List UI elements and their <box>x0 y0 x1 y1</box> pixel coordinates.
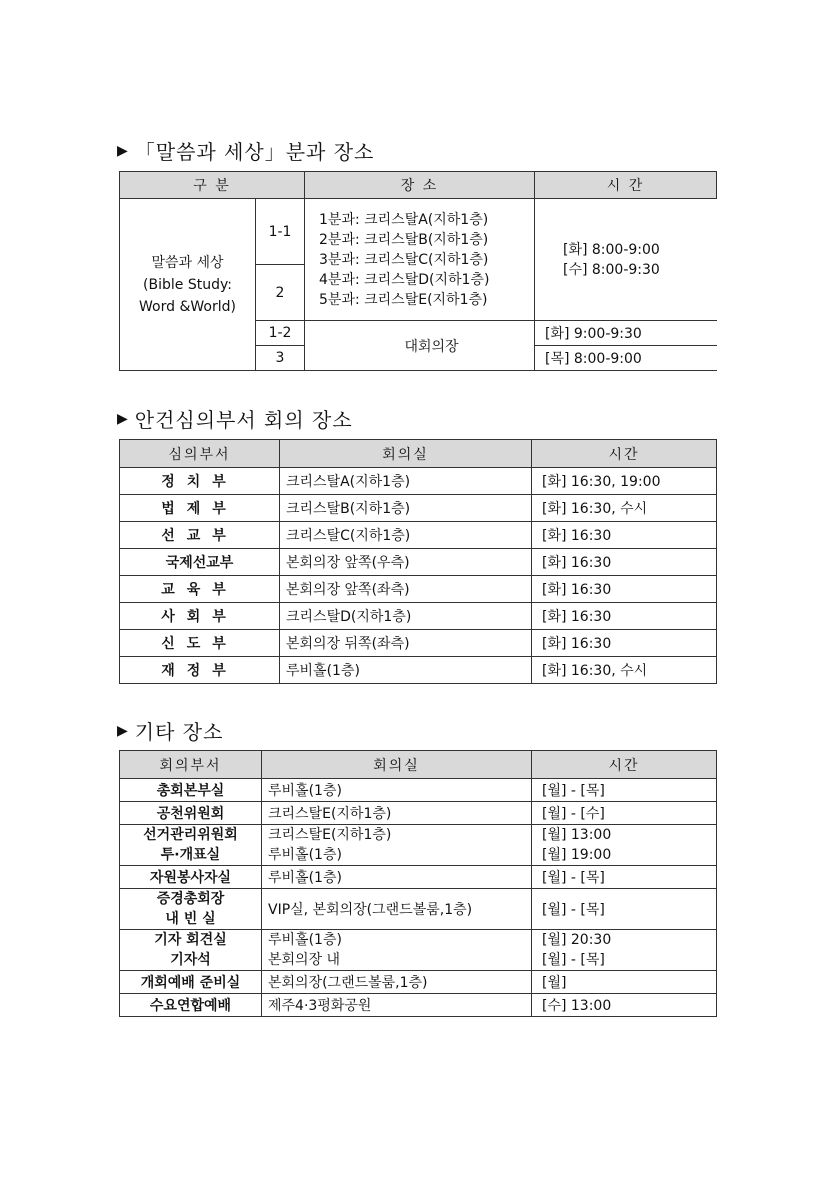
room-cell <box>262 930 532 971</box>
room-cell: 제주4·3평화공원 <box>262 994 532 1017</box>
table-row <box>120 866 717 889</box>
bullet-triangle-icon: ▶ <box>117 722 129 739</box>
time-cell: [화] 16:30, 수시 <box>532 657 717 684</box>
room-cell: 루비홀(1층) <box>262 866 532 889</box>
room-line: 크리스탈E(지하1층) <box>268 827 392 843</box>
breakout-places-cell <box>305 199 535 321</box>
dept-cell: 개회예배 준비실 <box>120 971 262 994</box>
table-row <box>120 522 717 549</box>
room-cell: 크리스탈B(지하1층) <box>280 495 532 522</box>
time-cell: [월] - [목] <box>532 889 717 930</box>
header-time: 시간 <box>532 751 717 779</box>
time-cell: [월] - [목] <box>532 779 717 802</box>
table-row <box>120 930 717 971</box>
time-cell: [화] 16:30 <box>532 549 717 576</box>
dept-cell: 법제부 <box>120 495 280 522</box>
time-cell: [월] - [수] <box>532 802 717 825</box>
group-name-cell <box>120 199 256 371</box>
row-label-3: 3 <box>256 346 305 371</box>
room-line: 루비홀(1층) <box>268 847 342 863</box>
dept-cell: 국제선교부 <box>120 549 280 576</box>
place-line: 5분과: 크리스탈E(지하1층) <box>319 291 488 308</box>
room-cell: 본회의장 앞쪽(우측) <box>280 549 532 576</box>
table-row <box>120 468 717 495</box>
dept-line: 내 빈 실 <box>165 911 216 927</box>
group-name-line: (Bible Study: <box>143 276 232 293</box>
room-cell: 루비홀(1층) <box>280 657 532 684</box>
header-category: 구 분 <box>120 172 305 199</box>
header-place: 장 소 <box>305 172 535 199</box>
table-row <box>120 889 717 930</box>
dept-cell: 신도부 <box>120 630 280 657</box>
table-row <box>120 630 717 657</box>
header-dept: 심의부서 <box>120 440 280 468</box>
room-cell: 크리스탈D(지하1층) <box>280 603 532 630</box>
row-label-1-1: 1-1 <box>256 199 305 265</box>
study-places-table <box>119 171 717 371</box>
committee-places-table <box>119 439 717 684</box>
room-cell: 루비홀(1층) <box>262 779 532 802</box>
dept-cell: 사회부 <box>120 603 280 630</box>
room-cell: 크리스탈A(지하1층) <box>280 468 532 495</box>
header-room: 회의실 <box>280 440 532 468</box>
group-name-line: 말씀과 세상 <box>151 254 224 271</box>
section3-title <box>117 716 223 745</box>
table-row <box>120 971 717 994</box>
room-cell: 본회의장(그랜드볼룸,1층) <box>262 971 532 994</box>
time-3-cell: [목] 8:00-9:00 <box>535 346 717 371</box>
time-cell: [화] 16:30 <box>532 603 717 630</box>
place-line: 2분과: 크리스탈B(지하1층) <box>319 231 489 248</box>
row-label-2: 2 <box>256 265 305 321</box>
dept-cell: 자원봉사자실 <box>120 866 262 889</box>
header-time: 시 간 <box>535 172 717 199</box>
header-dept: 회의부서 <box>120 751 262 779</box>
dept-cell <box>120 825 262 866</box>
room-line: 루비홀(1층) <box>268 932 342 948</box>
time-line: [수] 8:00-9:30 <box>563 261 660 278</box>
table-row <box>120 825 717 866</box>
room-cell: 본회의장 앞쪽(좌측) <box>280 576 532 603</box>
group-name-line: Word &World) <box>139 298 236 315</box>
section3-title-text: 기타 장소 <box>134 720 224 744</box>
place-line: 3분과: 크리스탈C(지하1층) <box>319 251 489 268</box>
table-row <box>120 603 717 630</box>
time-1-2-cell: [화] 9:00-9:30 <box>535 321 717 346</box>
time-cell: [화] 16:30 <box>532 576 717 603</box>
dept-cell: 수요연합예배 <box>120 994 262 1017</box>
room-cell: 본회의장 뒤쪽(좌측) <box>280 630 532 657</box>
dept-line: 선거관리위원회 <box>143 827 238 843</box>
table-row <box>120 994 717 1017</box>
breakout-times-cell <box>535 199 717 321</box>
time-cell: [화] 16:30, 수시 <box>532 495 717 522</box>
table-row <box>120 576 717 603</box>
time-cell: [화] 16:30, 19:00 <box>532 468 717 495</box>
section2-title-text: 안건심의부서 회의 장소 <box>134 408 353 432</box>
table-row <box>120 549 717 576</box>
time-cell <box>532 825 717 866</box>
dept-cell: 선교부 <box>120 522 280 549</box>
other-places-table <box>119 750 717 1017</box>
dept-line: 증경총회장 <box>156 891 225 907</box>
dept-line: 기자 회견실 <box>154 932 227 948</box>
header-time: 시간 <box>532 440 717 468</box>
time-line: [월] 13:00 <box>542 827 612 843</box>
row-label-1-2: 1-2 <box>256 321 305 346</box>
dept-cell: 정치부 <box>120 468 280 495</box>
place-line: 1분과: 크리스탈A(지하1층) <box>319 211 489 228</box>
place-line: 4분과: 크리스탈D(지하1층) <box>319 271 490 288</box>
section1-title-text: 「말씀과 세상」분과 장소 <box>134 140 375 164</box>
table-row <box>120 779 717 802</box>
time-cell: [화] 16:30 <box>532 630 717 657</box>
dept-line: 기자석 <box>170 952 211 968</box>
section2-title <box>117 404 353 433</box>
time-line: [월] 19:00 <box>542 847 612 863</box>
time-cell: [월] <box>532 971 717 994</box>
time-cell: [수] 13:00 <box>532 994 717 1017</box>
bullet-triangle-icon: ▶ <box>117 410 129 427</box>
table-row <box>120 657 717 684</box>
room-cell: 크리스탈E(지하1층) <box>262 802 532 825</box>
dept-cell: 공천위원회 <box>120 802 262 825</box>
room-cell <box>262 825 532 866</box>
room-cell: 크리스탈C(지하1층) <box>280 522 532 549</box>
dept-cell: 재정부 <box>120 657 280 684</box>
time-cell: [화] 16:30 <box>532 522 717 549</box>
time-cell: [월] - [목] <box>532 866 717 889</box>
time-line: [월] 20:30 <box>542 932 612 948</box>
room-cell: VIP실, 본회의장(그랜드볼룸,1층) <box>262 889 532 930</box>
dept-line: 투·개표실 <box>160 847 221 863</box>
time-cell <box>532 930 717 971</box>
main-hall-cell: 대회의장 <box>305 321 535 371</box>
dept-cell: 총회본부실 <box>120 779 262 802</box>
time-line: [화] 8:00-9:00 <box>563 241 660 258</box>
bullet-triangle-icon: ▶ <box>117 142 129 159</box>
room-line: 본회의장 내 <box>268 952 341 968</box>
table-row <box>120 802 717 825</box>
header-room: 회의실 <box>262 751 532 779</box>
time-line: [월] - [목] <box>542 952 605 968</box>
dept-cell <box>120 889 262 930</box>
dept-cell: 교육부 <box>120 576 280 603</box>
table-row <box>120 495 717 522</box>
dept-cell <box>120 930 262 971</box>
section1-title <box>117 136 374 165</box>
